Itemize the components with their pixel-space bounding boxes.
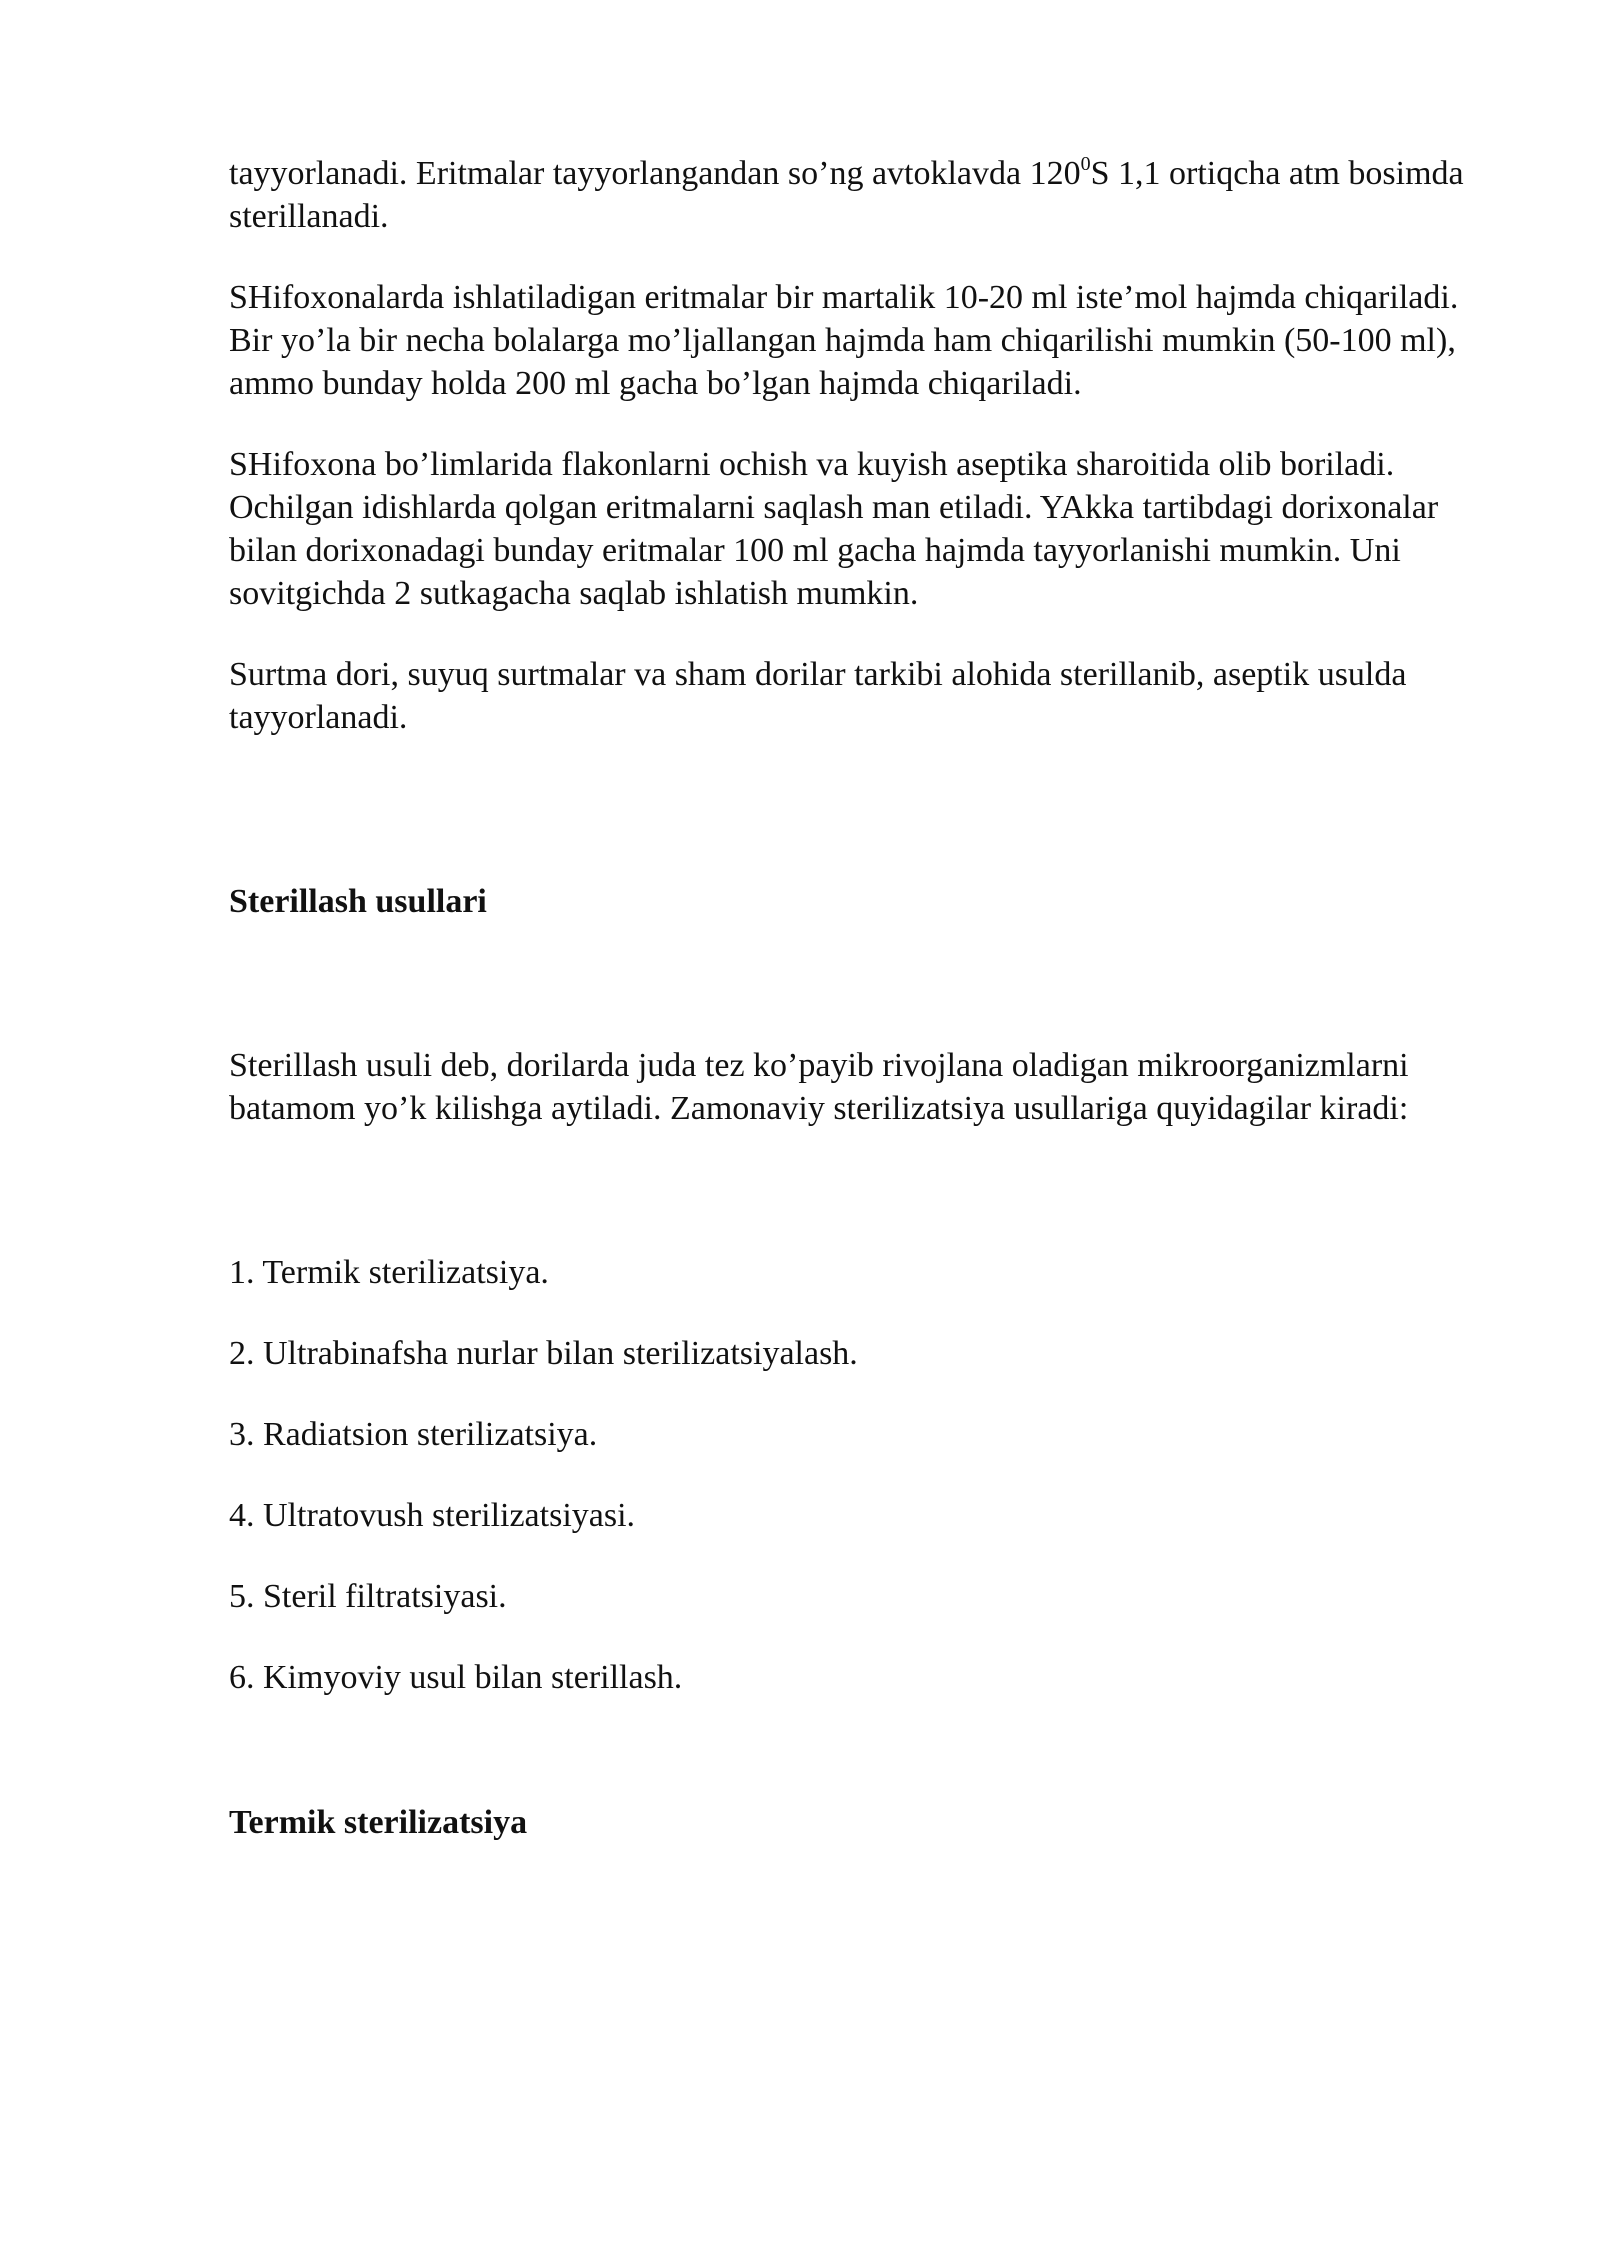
section-heading-sterilization-methods: Sterillash usullari	[229, 883, 487, 920]
list-item: 3. Radiatsion sterilizatsiya.	[229, 1416, 598, 1453]
paragraph-sterilization-definition: Sterillash usuli deb, dorilarda juda tez ko’payib rivojlana oladigan mikroorganizmlarni batamom yo’k kilishga aytiladi. Zamonaviy sterilizatsiya usullariga quyidagilar kiradi:	[229, 1047, 1409, 1127]
section-heading-thermal-sterilization: Termik sterilizatsiya	[229, 1804, 528, 1841]
paragraph-autoclave-text-1: tayyorlanadi. Eritmalar tayyorlangandan so’ng avtoklavda 120	[229, 155, 1081, 192]
paragraph-autoclave	[229, 152, 1469, 238]
list-item: 4. Ultratovush sterilizatsiyasi.	[229, 1497, 636, 1534]
list-item: 1. Termik sterilizatsiya.	[229, 1254, 549, 1291]
paragraph-ointments: Surtma dori, suyuq surtmalar va sham dorilar tarkibi alohida sterillanib, aseptik usulda tayyorlanadi.	[229, 656, 1407, 736]
paragraph-autoclave-text-2: S 1,1 ortiqcha atm bosimda sterillanadi.	[229, 155, 1464, 235]
document-body	[229, 152, 1469, 1844]
list-item: 6. Kimyoviy usul bilan sterillash.	[229, 1659, 683, 1696]
list-item: 5. Steril filtratsiyasi.	[229, 1578, 507, 1615]
sterilization-methods-list	[229, 1251, 1469, 1699]
paragraph-hospital-solutions: SHifoxonalarda ishlatiladigan eritmalar bir martalik 10-20 ml iste’mol hajmda chiqariladi. Bir yo’la bir necha bolalarga mo’ljallangan hajmda ham chiqarilishi mumkin (50-100 ml), ammo bunday holda 200 ml gacha bo’lgan hajmda chiqariladi.	[229, 279, 1459, 402]
degree-superscript: 0	[1080, 152, 1091, 175]
paragraph-hospital-departments: SHifoxona bo’limlarida flakonlarni ochish va kuyish aseptika sharoitida olib boriladi. Ochilgan idishlarda qolgan eritmalarni saqlash man etiladi. YAkka tartibdagi dorixonalar bilan dorixonadagi bunday eritmalar 100 ml gacha hajmda tayyorlanishi mumkin. Uni sovitgichda 2 sutkagacha saqlab ishlatish mumkin.	[229, 446, 1439, 612]
list-item: 2. Ultrabinafsha nurlar bilan sterilizatsiyalash.	[229, 1335, 858, 1372]
